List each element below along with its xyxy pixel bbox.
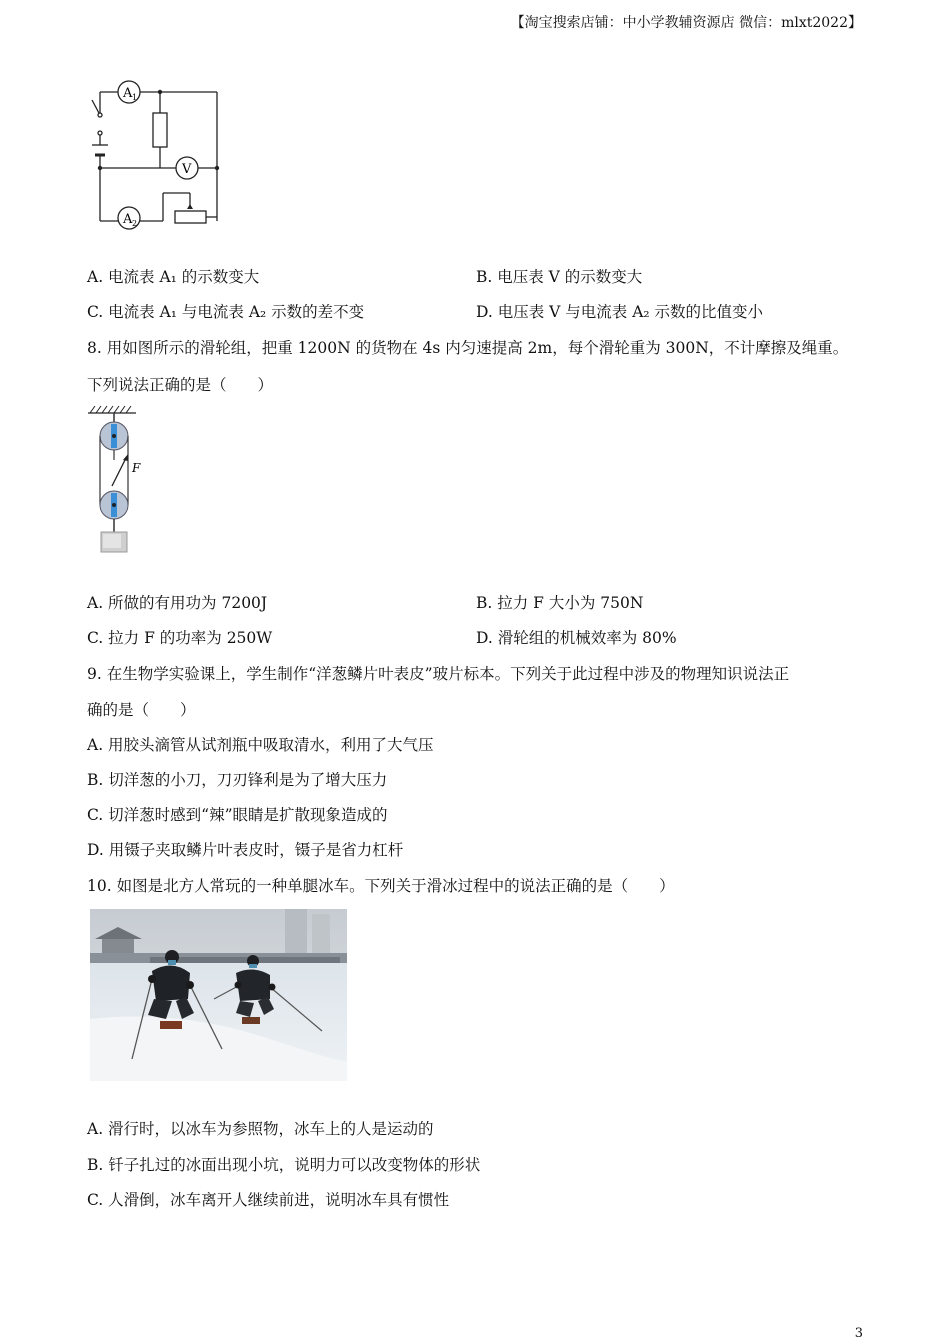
q8-stem-line2: 下列说法正确的是（ ） — [87, 376, 274, 394]
ammeter-a2-label: A — [123, 212, 133, 227]
q8-stem-line1: 8. 用如图所示的滑轮组，把重 1200N 的货物在 4s 内匀速提高 2m，每个滑轮重为 300N，不计摩擦及绳重。 — [87, 339, 849, 357]
circuit-diagram — [80, 75, 240, 235]
q9-option-b: B. 切洋葱的小刀，刀刃锋利是为了增大压力 — [87, 771, 388, 789]
q10-option-c: C. 人滑倒，冰车离开人继续前进，说明冰车具有惯性 — [87, 1191, 450, 1209]
q7-option-d: D. 电压表 V 与电流表 A₂ 示数的比值变小 — [476, 303, 764, 321]
ice-sled-photo — [90, 909, 347, 1081]
voltmeter-label: V — [182, 162, 192, 177]
q10-option-a: A. 滑行时，以冰车为参照物，冰车上的人是运动的 — [87, 1120, 434, 1138]
q9-option-d: D. 用镊子夹取鳞片叶表皮时，镊子是省力杠杆 — [87, 841, 404, 859]
pulley-diagram — [84, 402, 154, 557]
ammeter-a2-sub: 2 — [132, 219, 138, 228]
page-number: 3 — [854, 1326, 863, 1341]
q10-stem: 10. 如图是北方人常玩的一种单腿冰车。下列关于滑冰过程中的说法正确的是（ ） — [87, 877, 675, 895]
q7-option-a: A. 电流表 A₁ 的示数变大 — [87, 268, 260, 286]
q9-stem-line2: 确的是（ ） — [87, 701, 196, 719]
q9-option-a: A. 用胶头滴管从试剂瓶中吸取清水，利用了大气压 — [87, 736, 434, 754]
q8-option-b: B. 拉力 F 大小为 750N — [476, 594, 644, 612]
q7-option-c: C. 电流表 A₁ 与电流表 A₂ 示数的差不变 — [87, 303, 365, 321]
force-label: F — [132, 461, 141, 475]
ammeter-a1-sub: 1 — [132, 93, 138, 102]
q10-option-b: B. 钎子扎过的冰面出现小坑，说明力可以改变物体的形状 — [87, 1156, 481, 1174]
q9-stem-line1: 9. 在生物学实验课上，学生制作“洋葱鳞片叶表皮”玻片标本。下列关于此过程中涉及的物理知识说法正 — [87, 665, 790, 683]
q8-option-d: D. 滑轮组的机械效率为 80% — [476, 629, 677, 647]
q8-option-a: A. 所做的有用功为 7200J — [87, 594, 268, 612]
q9-option-c: C. 切洋葱时感到“辣”眼睛是扩散现象造成的 — [87, 806, 388, 824]
page-header: 【淘宝搜索店铺：中小学教辅资源店 微信：mlxt2022】 — [510, 15, 862, 31]
q8-option-c: C. 拉力 F 的功率为 250W — [87, 629, 273, 647]
q7-option-b: B. 电压表 V 的示数变大 — [476, 268, 643, 286]
ammeter-a1-label: A — [123, 86, 133, 101]
